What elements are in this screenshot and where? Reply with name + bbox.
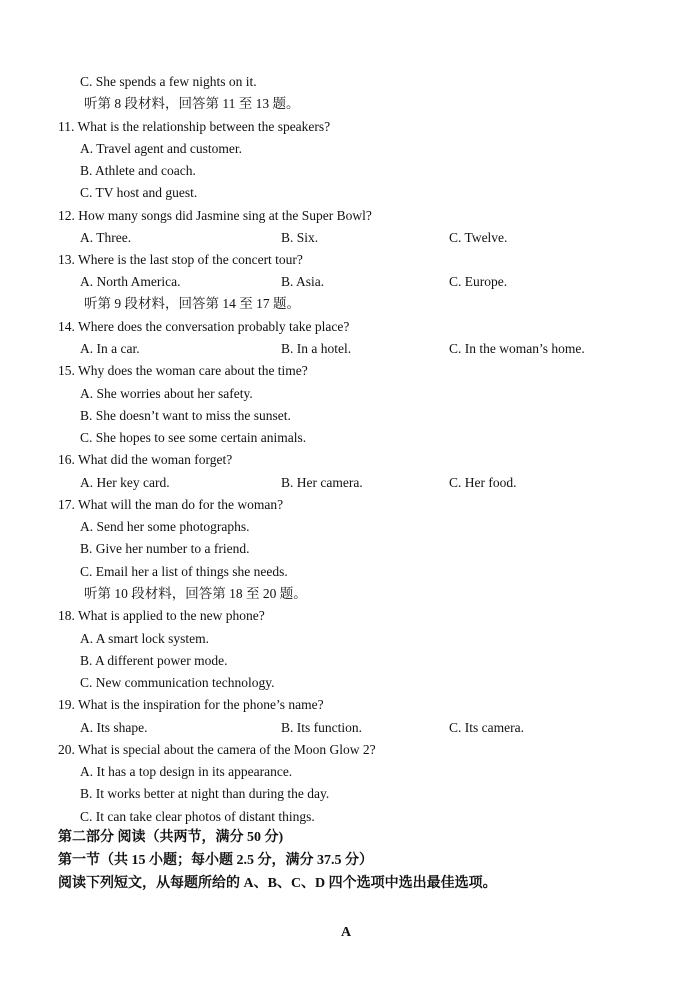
question-17: 17. What will the man do for the woman? [58,497,284,512]
option-15b: B. She doesn’t want to miss the sunset. [80,408,291,423]
option-19c: C. Its camera. [449,720,524,735]
option-19a: A. Its shape. [80,720,148,735]
option-14a: A. In a car. [80,341,140,356]
option-16b: B. Her camera. [281,475,363,490]
option-17b: B. Give her number to a friend. [80,541,250,556]
section-instruction-10: 听第 10 段材料，回答第 18 至 20 题。 [84,586,307,601]
question-12: 12. How many songs did Jasmine sing at the Super Bowl? [58,208,372,223]
option-14b: B. In a hotel. [281,341,352,356]
option-20c: C. It can take clear photos of distant things. [80,809,315,824]
option-11b: B. Athlete and coach. [80,163,196,178]
option-17c: C. Email her a list of things she needs. [80,564,288,579]
section-instruction-9: 听第 9 段材料，回答第 14 至 17 题。 [84,296,300,311]
passage-label: A [341,925,352,940]
option-13a: A. North America. [80,274,181,289]
option-16a: A. Her key card. [80,475,170,490]
part-two-heading: 第二部分 阅读（共两节，满分 50 分) [58,830,284,845]
option-13b: B. Asia. [281,274,325,289]
question-15: 15. Why does the woman care about the time? [58,363,308,378]
option-19b: B. Its function. [281,720,362,735]
option-11c: C. TV host and guest. [80,185,198,200]
option-11a: A. Travel agent and customer. [80,141,242,156]
option-12c: C. Twelve. [449,230,508,245]
option-20b: B. It works better at night than during the day. [80,786,330,801]
option-13c: C. Europe. [449,274,508,289]
section-one-heading: 第一节（共 15 小题；每小题 2.5 分，满分 37.5 分） [58,853,373,868]
question-20: 20. What is special about the camera of the Moon Glow 2? [58,742,376,757]
option-15a: A. She worries about her safety. [80,386,253,401]
question-11: 11. What is the relationship between the speakers? [58,119,331,134]
option-15c: C. She hopes to see some certain animals. [80,430,307,445]
option-18a: A. A smart lock system. [80,631,209,646]
option-12b: B. Six. [281,230,319,245]
question-13: 13. Where is the last stop of the concert tour? [58,252,303,267]
question-14: 14. Where does the conversation probably take place? [58,319,350,334]
question-16: 16. What did the woman forget? [58,452,233,467]
option-17a: A. Send her some photographs. [80,519,250,534]
question-18: 18. What is applied to the new phone? [58,608,265,623]
option-16c: C. Her food. [449,475,517,490]
question-19: 19. What is the inspiration for the phone’s name? [58,697,324,712]
option-18c: C. New communication technology. [80,675,275,690]
option-12a: A. Three. [80,230,132,245]
reading-instruction: 阅读下列短文，从每题所给的 A、B、C、D 四个选项中选出最佳选项。 [58,876,497,891]
option-14c: C. In the woman’s home. [449,341,585,356]
section-instruction-8: 听第 8 段材料，回答第 11 至 13 题。 [84,96,300,111]
option-20a: A. It has a top design in its appearance. [80,764,293,779]
option-10c: C. She spends a few nights on it. [80,74,257,89]
option-18b: B. A different power mode. [80,653,228,668]
